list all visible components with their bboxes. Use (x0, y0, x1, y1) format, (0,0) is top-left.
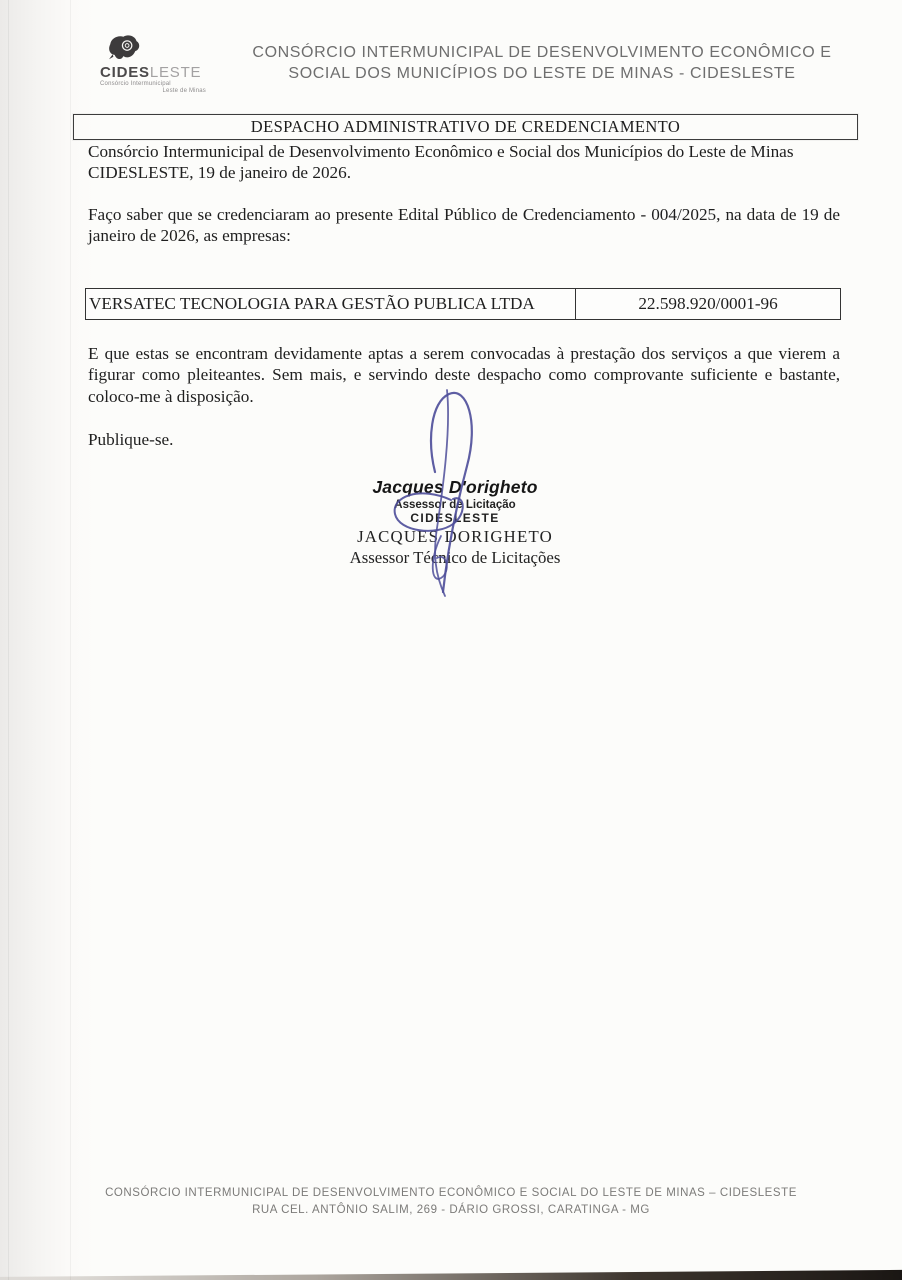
credentialed-companies-table (85, 288, 841, 320)
stamp-org-name: CIDESLESTE (410, 511, 500, 525)
typed-signer-name: JACQUES DORIGHETO (357, 527, 553, 546)
handwritten-signature-scribble (385, 388, 515, 600)
table-cell-company: VERSATEC TECNOLOGIA PARA GESTÃO PUBLICA LTDA (86, 289, 576, 319)
cidesleste-logo (100, 33, 220, 95)
page-footer (0, 1185, 902, 1218)
scan-fold-line (70, 0, 71, 1280)
paragraph-faco-saber: Faço saber que se credenciaram ao presente Edital Público de Credenciamento - 004/2025, na data de 19 de janeiro de 2026, as empresas: (88, 205, 840, 246)
paragraph-opening: Consórcio Intermunicipal de Desenvolvimento Econômico e Social dos Municípios do Leste de Minas CIDESLESTE, 19 de janeiro de 2026. (88, 142, 794, 183)
stamp-signer-name: Jacques D'origheto (372, 477, 538, 497)
logo-tagline-line2: Leste de Minas (162, 88, 206, 94)
footer-org-line: CONSÓRCIO INTERMUNICIPAL DE DESENVOLVIMENTO ECONÔMICO E SOCIAL DO LESTE DE MINAS – CIDESLESTE (105, 1187, 797, 1199)
logo-wordmark-light: LESTE (149, 64, 202, 81)
stamp-signer-role: Assessor de Licitação (394, 499, 516, 511)
scan-bottom-shadow (0, 1269, 902, 1280)
scan-edge-line (8, 0, 9, 1280)
logo-wordmark (100, 64, 220, 81)
document-title: DESPACHO ADMINISTRATIVO DE CREDENCIAMENTO (250, 117, 681, 136)
minas-gerais-map-icon (104, 33, 144, 63)
logo-wordmark-bold: CIDES (100, 64, 150, 81)
logo-tagline-line1: Consórcio Intermunicipal (100, 81, 171, 87)
paragraph-closing: E que estas se encontram devidamente aptas a serem convocadas à prestação dos serviços a que vierem a figurar como pleiteantes. Sem mais, e servindo deste despacho como comprovante suficiente e bastante, coloco-me à disposição. (88, 344, 840, 406)
footer-address-line: RUA CEL. ANTÔNIO SALIM, 269 - DÁRIO GROSSI, CARATINGA - MG (252, 1203, 650, 1216)
organization-header-line2: SOCIAL DOS MUNICÍPIOS DO LESTE DE MINAS - CIDESLESTE (288, 64, 796, 82)
publish-line: Publique-se. (88, 430, 174, 449)
organization-header-line1: CONSÓRCIO INTERMUNICIPAL DE DESENVOLVIMENTO ECONÔMICO E (252, 44, 832, 61)
typed-signer-role: Assessor Técnico de Licitações (349, 548, 561, 567)
organization-header (228, 43, 856, 84)
table-cell-cnpj: 22.598.920/0001-96 (638, 294, 778, 313)
document-title-box (73, 114, 858, 140)
logo-tagline (100, 81, 220, 95)
